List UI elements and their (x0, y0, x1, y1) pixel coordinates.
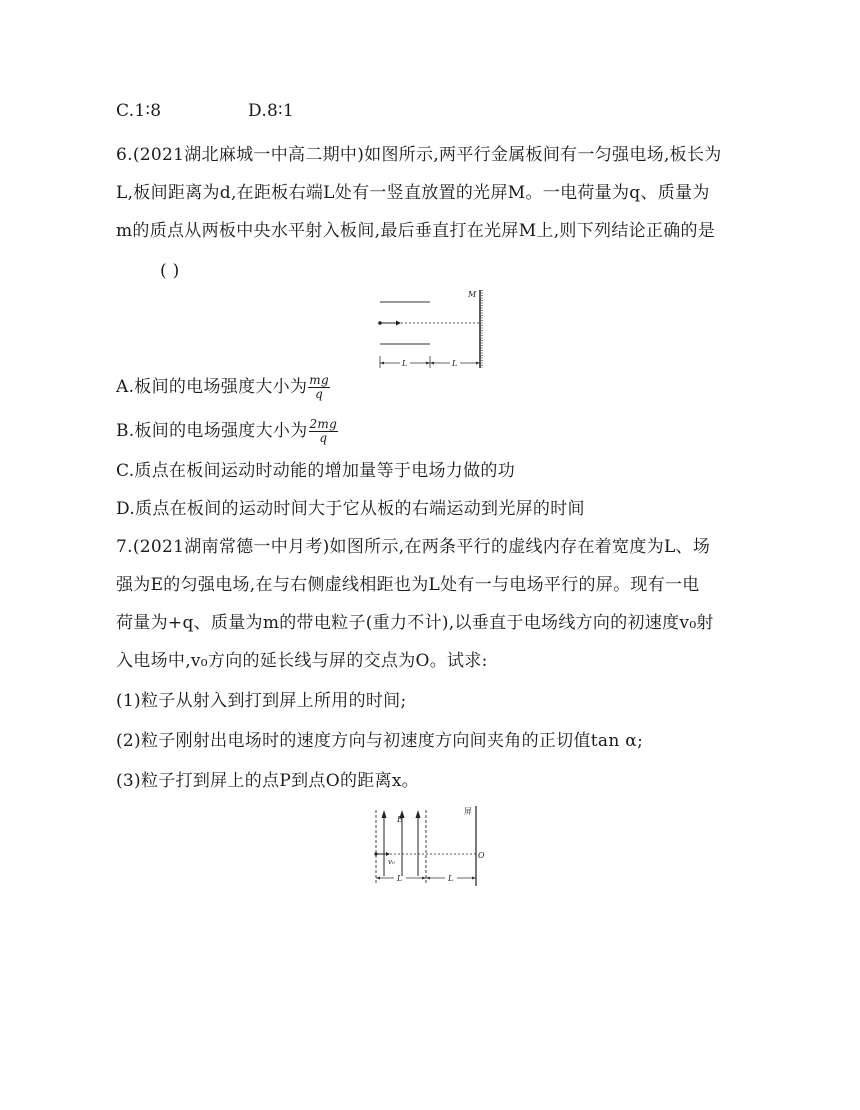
q7-stem-line-4: 入电场中,v₀方向的延长线与屏的交点为O。试求: (116, 651, 488, 671)
q7-sub-question-3: (3)粒子打到屏上的点P到点O的距离x。 (116, 771, 420, 791)
q7-stem-line-3: 荷量为+q、质量为m的带电粒子(重力不计),以垂直于电场线方向的初速度v₀射 (116, 613, 714, 633)
q6-option-b-text: B.板间的电场强度大小为 (116, 421, 308, 441)
q6-stem-line-3: m的质点从两板中央水平射入板间,最后垂直打在光屏M上,则下列结论正确的是 (116, 221, 716, 241)
q6-figure-plates-screen (372, 286, 488, 372)
q6-option-b-numerator: 2mg (309, 417, 338, 431)
q7-figure-dim-2: L (448, 874, 454, 883)
q7-stem-line-2: 强为E的匀强电场,在与右侧虚线相距也为L处有一与电场平行的屏。现有一电 (116, 575, 700, 595)
q7-sub-question-1: (1)粒子从射入到打到屏上所用的时间; (116, 691, 407, 711)
q6-option-b-fraction (309, 418, 339, 445)
q6-figure-screen-label: M (468, 290, 477, 299)
q6-answer-blank: ( ) (160, 261, 180, 281)
q7-figure-field-screen (364, 800, 494, 888)
q7-figure-point-label: O (478, 851, 485, 860)
q6-option-a (116, 374, 330, 401)
q6-option-a-denominator: q (315, 387, 324, 401)
q6-option-a-numerator: mg (309, 373, 329, 387)
q6-option-c: C.质点在板间运动时动能的增加量等于电场力做的功 (116, 461, 516, 481)
q6-stem-line-1: 6.(2021湖北麻城一中高二期中)如图所示,两平行金属板间有一匀强电场,板长为 (116, 145, 722, 165)
q6-option-b (116, 418, 338, 445)
q6-figure-dim-1: L (402, 359, 408, 368)
q6-option-a-fraction (308, 374, 330, 401)
q7-sub-question-2: (2)粒子刚射出电场时的速度方向与初速度方向间夹角的正切值tan α; (116, 731, 644, 751)
q6-option-a-text: A.板间的电场强度大小为 (116, 377, 308, 397)
q7-figure-field-label: E (397, 815, 403, 824)
q6-option-d: D.质点在板间的运动时间大于它从板的右端运动到光屏的时间 (116, 499, 585, 519)
q7-figure-screen-label: 屏 (464, 807, 472, 816)
q5-option-d: D.8∶1 (248, 101, 294, 121)
q5-option-c: C.1∶8 (116, 101, 162, 121)
q7-figure-dim-1: L (397, 874, 403, 883)
q6-stem-line-2: L,板间距离为d,在距板右端L处有一竖直放置的光屏M。一电荷量为q、质量为 (116, 183, 710, 203)
q7-stem-line-1: 7.(2021湖南常德一中月考)如图所示,在两条平行的虚线内存在着宽度为L、场 (116, 537, 711, 557)
q6-option-b-denominator: q (319, 431, 328, 445)
q7-figure-velocity-label: v₀ (388, 858, 395, 866)
q6-figure-dim-2: L (452, 359, 458, 368)
